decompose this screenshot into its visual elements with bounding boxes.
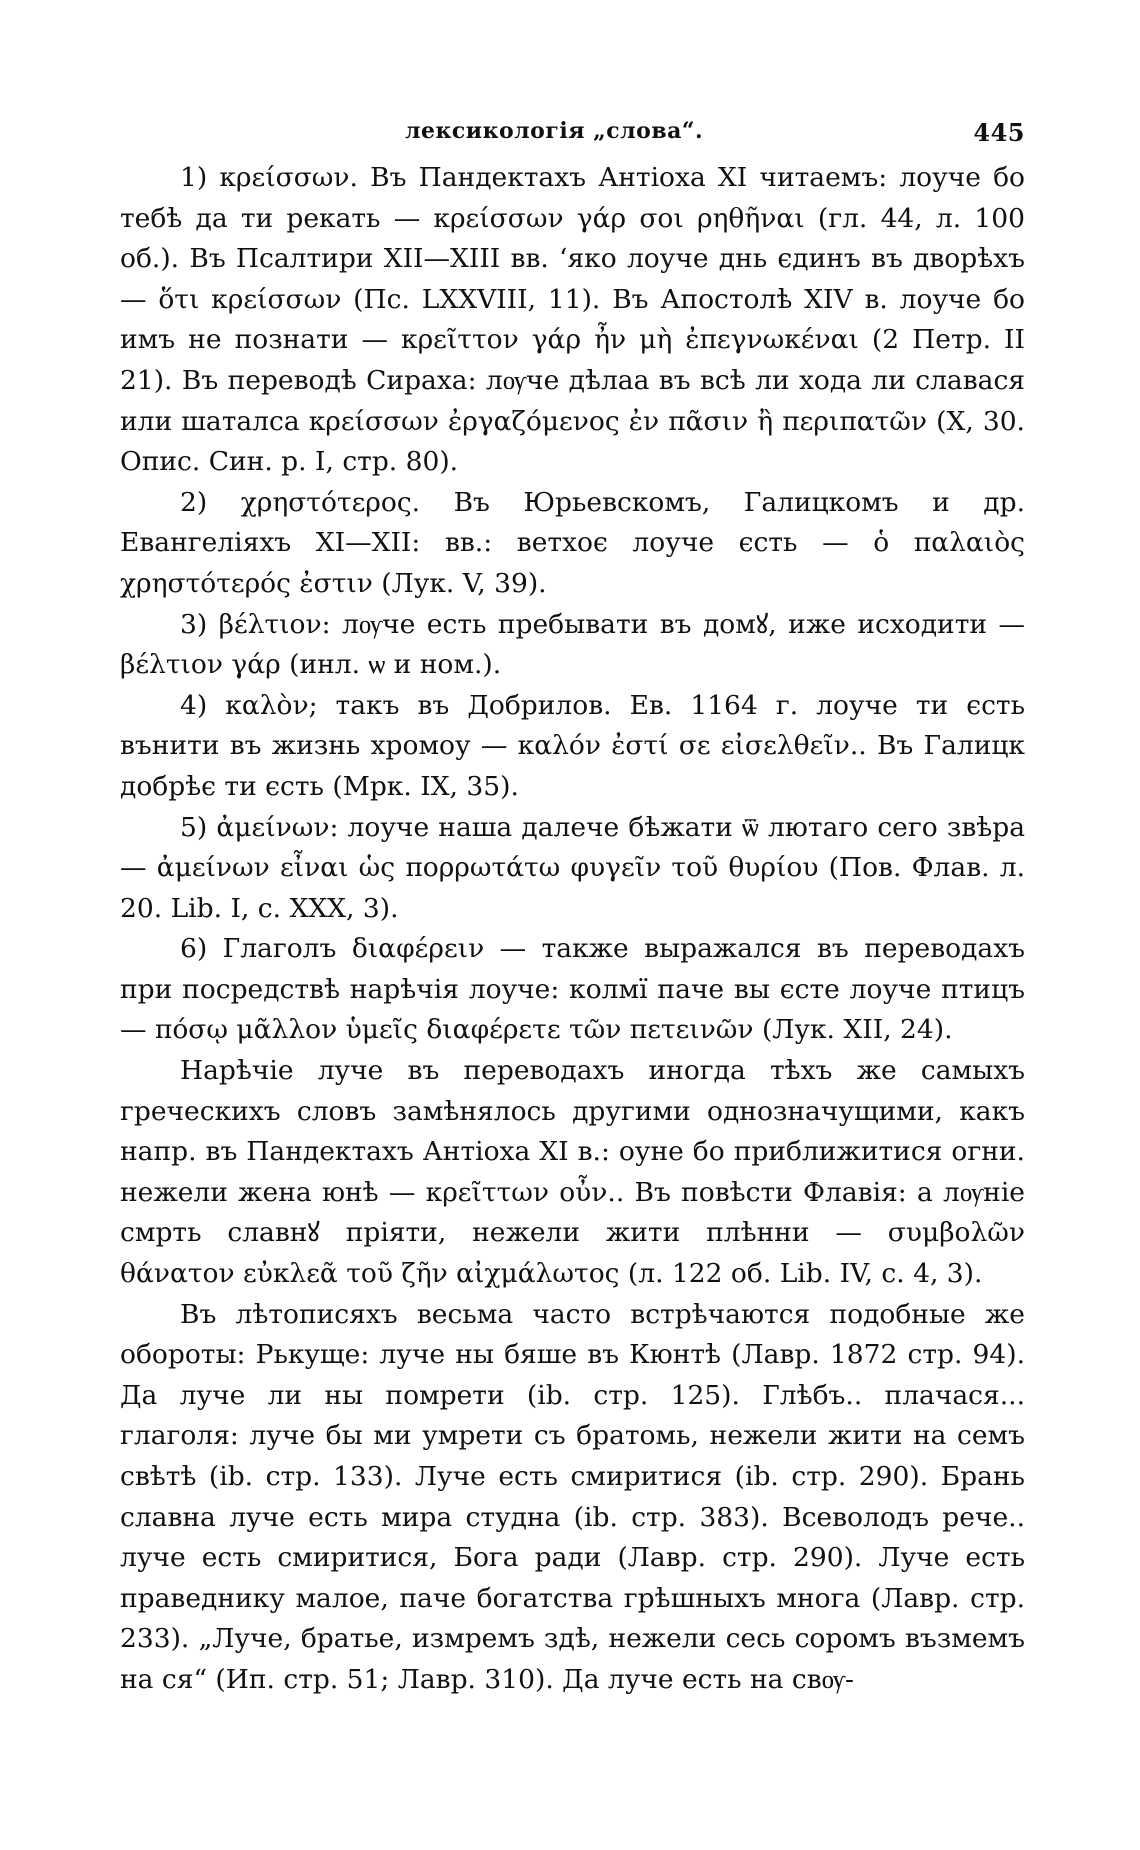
- paragraph-letopisi: Въ лѣтописяхъ весьма часто встрѣчаются подобные же обороты: Рькуще: луче ны бяше въ Кюнтѣ (Лавр. 1872 стр. 94). Да луче ли ны помрети (ib. стр. 125). Глѣбъ.. плачася... глаголя: луче бы ми умрети съ братомь, нежели жити на семъ свѣтѣ (ib. стр. 133). Луче есть смиритися (ib. стр. 290). Брань славна луче есть мира студна (ib. стр. 383). Всеволодъ рече.. луче есть смиритися, Бога ради (Лавр. стр. 290). Луче есть праведнику малое, паче богатства грѣшныхъ многа (Лавр. стр. 233). „Луче, братье, измремъ здѣ, нежели сесь соромъ възмемъ на ся“ (Ип. стр. 51; Лавр. 310). Да луче есть на свѹ-: [120, 1298, 1025, 1695]
- page-number: 445: [973, 118, 1025, 147]
- document-page: [120, 118, 1025, 1701]
- paragraph-4-kalon: 4) καλὸν; такъ въ Добрилов. Ев. 1164 г. лоуче ти єсть вънити въ жизнь хромоу — καλόν ἐστί σε εἰσελθεῖν.. Въ Галицк добрѣє ти єсть (Мрк. IX, 35).: [120, 689, 1025, 802]
- running-header: [120, 118, 1025, 158]
- paragraph-3-beltion: 3) βέλτιον: лѹче есть пребывати въ домꙋ, иже исходити — βέλτιον γάρ (инл. ѡ и ном.).: [120, 608, 1025, 681]
- header-title: лексикологія „слова“.: [405, 118, 704, 144]
- paragraph-5-ameinon: 5) ἀμείνων: лоуче наша далече бѣжати ѿ лютаго сего звѣра — ἀμείνων εἶναι ὡς πορρωτάτω φυγεῖν τοῦ θυρίου (Пов. Флав. л. 20. Lib. I, с. XXX, 3).: [120, 811, 1025, 924]
- paragraph-2-khrestoteros: 2) χρηστότερος. Въ Юрьевскомъ, Галицкомъ и др. Евангеліяхъ XI—XII: вв.: ветхоє лоуче єсть — ὁ παλαιὸς χρηστότερός ἐστιν (Лук. V, 39).: [120, 486, 1025, 599]
- paragraph-6-diapherein: 6) Глаголъ διαφέρειν — также выражался въ переводахъ при посредствѣ нарѣчія лоуче: колмї паче вы єсте лоуче птицъ — πόσῳ μᾶλλον ὑμεῖς διαφέρετε τῶν πετεινῶν (Лук. XII, 24).: [120, 933, 1025, 1046]
- paragraph-1-kreisson: 1) κρείσσων. Въ Пандектахъ Антіоха XI читаемъ: лоуче бо тебѣ да ти рекать — κρείσσων γάρ σοι ρηθῆναι (гл. 44, л. 100 об.). Въ Псалтири XII—XIII вв. ‘яко лоуче днь єдинъ въ дворѣхъ — ὅτι κρείσσων (Пс. LXXVIII, 11). Въ Апостолѣ XIV в. лоуче бо имъ не познати — κρεῖττον γάρ ἦν μὴ ἐπεγνωκέναι (2 Петр. II 21). Въ переводѣ Сираха: лѹче дѣлаа въ всѣ ли хода ли славася или шаталса κρείσσων ἐργαζόμενος ἐν πᾶσιν ἢ περιπατῶν (X, 30. Опис. Син. р. I, стр. 80).: [120, 162, 1025, 478]
- paragraph-narechie: Нарѣчіе луче въ переводахъ иногда тѣхъ же самыхъ греческихъ словъ замѣнялось другими однозначущими, какъ напр. въ Пандектахъ Антіоха XI в.: оуне бо приближитися огни. нежели жена юнѣ — κρεῖττων οὖν.. Въ повѣсти Флавія: а лѹніе смрть славнꙋ пріяти, нежели жити плѣнни — συμβολῶν θάνατον εὐκλεᾶ τοῦ ζῆν αἰχμάλωτος (л. 122 об. Lib. IV, с. 4, 3).: [120, 1055, 1025, 1290]
